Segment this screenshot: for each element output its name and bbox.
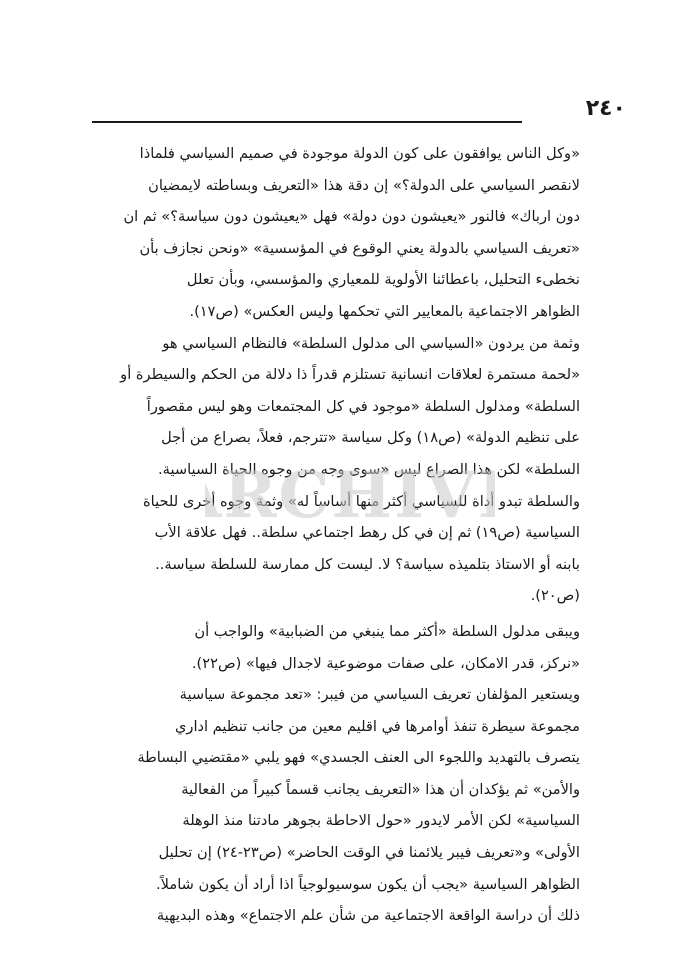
text-line: ويستعير المؤلفان تعريف السياسي من فيبر: «تعد مجموعة سياسية <box>179 686 580 704</box>
body-text <box>92 138 580 932</box>
text-line: «تعريف السياسي بالدولة يعني الوقوع في المؤسسية» «ونحن نجازف بأن <box>139 239 580 257</box>
text-line: نخطىء التحليل، باعطائنا الأولوية للمعياري والمؤسسي، وبأن تعلل <box>186 271 580 289</box>
text-line: والسلطة تبدو أداة للسياسي أكثر منها أساساً له» وثمة وجوه أخرى للحياة <box>142 492 580 510</box>
text-line: الأولى» و«تعريف فيبر يلائمنا في الوقت الحاضر» (ص٢٣-٢٤) إن تحليل <box>158 844 580 862</box>
text-line: على تنظيم الدولة» (ص١٨) وكل سياسة «تترجم، فعلاً، بصراع من أجل <box>161 429 580 447</box>
text-line: «نركز، قدر الامكان، على صفات موضوعية لاجدال فيها» (ص٢٢). <box>191 654 580 672</box>
text-line: السياسية» لكن الأمر لايدور «حول الاحاطة بجوهر مادتنا منذ الوهلة <box>182 812 580 830</box>
text-line: لانقصر السياسي على الدولة؟» إن دقة هذا «التعريف وبساطته لايمضيان <box>148 176 580 194</box>
text-line: الظواهر الاجتماعية بالمعايير التي تحكمها وليس العكس» (ص١٧). <box>189 302 580 320</box>
text-line: السلطة» لكن هذا الصراع ليس «سوى وجه من وجوه الحياة السياسية. <box>158 460 580 478</box>
text-line: السياسية (ص١٩) ثم إن في كل رهط اجتماعي سلطة.. فهل علاقة الأب <box>154 524 580 542</box>
paragraph <box>92 679 580 932</box>
text-line: مجموعة سيطرة تنفذ أوامرها في اقليم معين من جانب تنظيم اداري <box>174 717 580 735</box>
text-line: «لحمة مستمرة لعلاقات انسانية تستلزم قدراً ذا دلالة من الحكم والسيطرة أو <box>120 366 580 384</box>
header-rule <box>92 121 522 123</box>
text-line: والأمن» ثم يؤكدان أن هذا «التعريف يجانب قسماً كبيراً من الفعالية <box>181 780 580 798</box>
watermark-text: RCHIV <box>223 458 478 533</box>
paragraph <box>92 138 580 328</box>
text-line: بابنه أو الاستاذ بتلميذه سياسة؟ لا. ليست كل ممارسة للسلطة سياسة.. <box>155 555 580 573</box>
paragraph <box>92 616 580 679</box>
text-line: الظواهر السياسية «يجب أن يكون سوسيولوجياً اذا أراد أن يكون شاملاً. <box>156 875 580 893</box>
text-line: السلطة» ومدلول السلطة «موجود في كل المجتمعات وهو ليس مقصوراً <box>146 397 580 415</box>
text-line: وثمة من يردون «السياسي الى مدلول السلطة» فالنظام السياسي هو <box>162 334 580 352</box>
text-line: ويبقى مدلول السلطة «أكثر مما ينبغي من الضبابية» والواجب أن <box>194 622 580 640</box>
paragraph <box>92 328 580 612</box>
text-line: (ص٢٠). <box>530 587 580 605</box>
page-number: ٢٤٠ <box>585 96 626 121</box>
text-line: يتصرف بالتهديد واللجوء الى العنف الجسدي» فهو يلبي «مقتضيي البساطة <box>137 749 580 767</box>
text-line: ذلك أن دراسة الواقعة الاجتماعية من شأن علم الاجتماع» وهذه البديهية <box>156 907 580 925</box>
text-line: «وكل الناس يوافقون على كون الدولة موجودة في صميم السياسي فلماذا <box>139 145 580 162</box>
text-line: دون ارباك» فالنور «يعيشون دون دولة» فهل «يعيشون دون سياسة؟» ثم ان <box>123 208 580 226</box>
